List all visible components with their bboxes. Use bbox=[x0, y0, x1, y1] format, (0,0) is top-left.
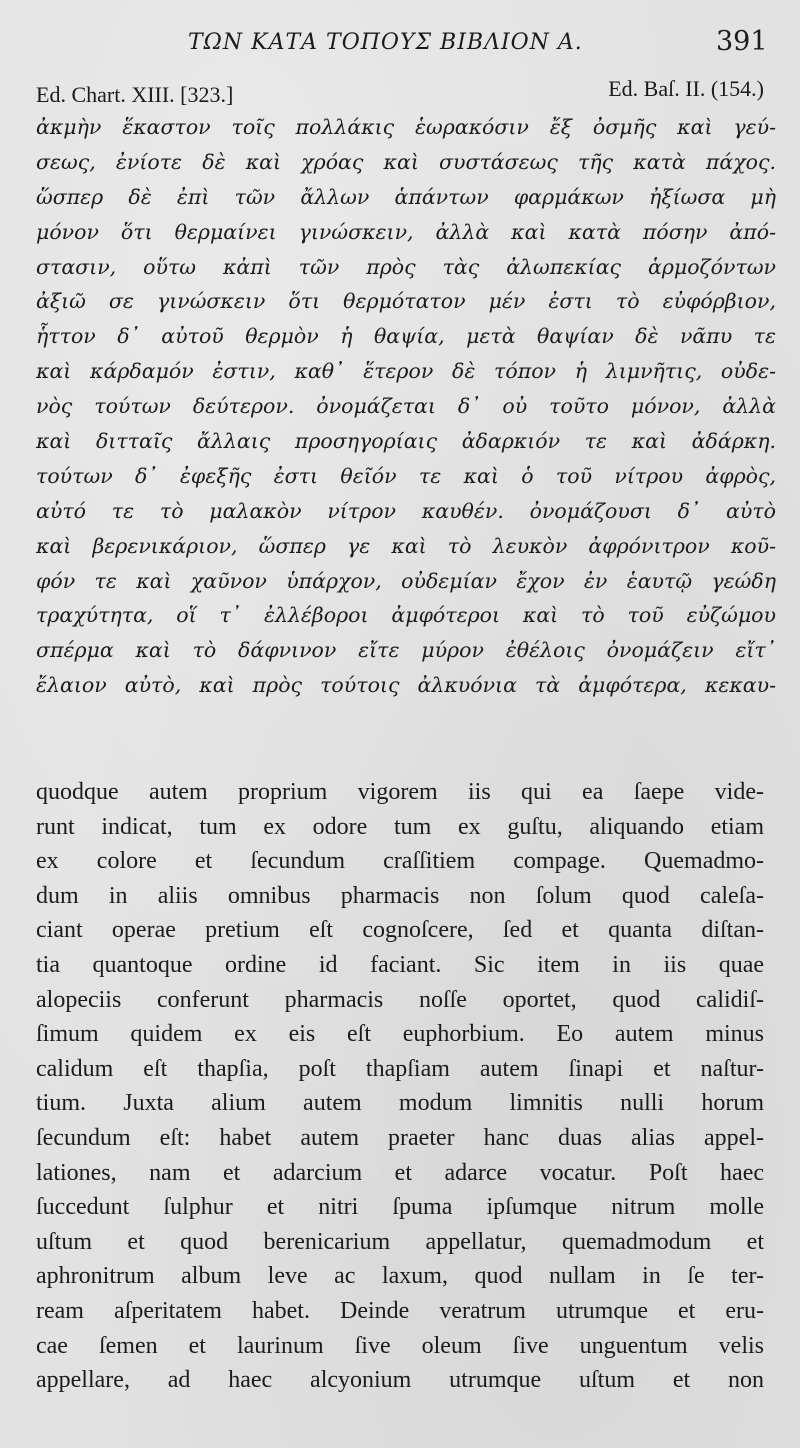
greek-text-block bbox=[36, 110, 776, 703]
latin-line: cae ſemen et laurinum ſive oleum ſive unguentum velis bbox=[36, 1332, 764, 1359]
latin-translation-block bbox=[36, 775, 764, 1398]
greek-line: αὐτό τε τὸ μαλακὸν νίτρον καυθέν. ὀνομάζουσι δ᾽ αὐτὸ bbox=[36, 498, 776, 523]
latin-line: ciant operae pretium eſt cognoſcere, ſed et quanta diſtan- bbox=[36, 917, 764, 944]
greek-line: καὶ διτταῖς ἄλλαις προσηγορίαις ἀδαρκιόν τε καὶ ἀδάρκη. bbox=[36, 429, 776, 454]
greek-line: τούτων δ᾽ ἐφεξῆς ἐστι θεῖόν τε καὶ ὁ τοῦ νίτρου ἀφρὸς, bbox=[36, 463, 776, 488]
greek-line: καὶ κάρδαμόν ἐστιν, καθ᾽ ἕτερον δὲ τόπον ἡ λιμνῆτις, οὐδε- bbox=[36, 359, 776, 384]
latin-line: runt indicat, tum ex odore tum ex guſtu, aliquando etiam bbox=[36, 813, 764, 840]
latin-line: alopeciis conferunt pharmacis noſſe oportet, quod calidiſ- bbox=[36, 986, 764, 1013]
greek-line: ἧττον δ᾽ αὐτοῦ θερμὸν ἡ θαψία, μετὰ θαψίαν δὲ νᾶπυ τε bbox=[36, 324, 776, 349]
greek-line: τραχύτητα, οἵ τ᾽ ἐλλέβοροι ἀμφότεροι καὶ τὸ τοῦ εὐζώμου bbox=[36, 603, 776, 628]
latin-line: calidum eſt thapſia, poſt thapſiam autem ſinapi et naſtur- bbox=[36, 1055, 764, 1082]
greek-line: ἀξιῶ σε γινώσκειν ὅτι θερμότατον μέν ἐστι τὸ εὐφόρβιον, bbox=[36, 289, 776, 314]
page-number: 391 bbox=[716, 26, 768, 57]
edition-reference-right: Ed. Baſ. II. (154.) bbox=[608, 76, 764, 101]
latin-line: ream aſperitatem habet. Deinde veratrum utrumque et eru- bbox=[36, 1297, 764, 1324]
greek-line: φόν τε καὶ χαῦνον ὑπάρχον, οὐδεμίαν ἔχον ἐν ἑαυτῷ γεώδη bbox=[36, 568, 776, 593]
edition-reference-left: Ed. Chart. XIII. [323.] bbox=[36, 82, 234, 107]
latin-line: lationes, nam et adarcium et adarce vocatur. Poſt haec bbox=[36, 1159, 764, 1186]
latin-line: dum in aliis omnibus pharmacis non ſolum quod caleſa- bbox=[36, 882, 764, 909]
greek-line: ἔλαιον αὐτὸ, καὶ πρὸς τούτοις ἀλκυόνια τὰ ἀμφότερα, κεκαυ- bbox=[36, 673, 776, 698]
latin-line: aphronitrum album leve ac laxum, quod nullam in ſe ter- bbox=[36, 1263, 764, 1290]
greek-line: μόνον ὅτι θερμαίνει γινώσκειν, ἀλλὰ καὶ κατὰ πόσην ἀπό- bbox=[36, 219, 776, 244]
latin-line: ex colore et ſecundum craſſitiem compage. Quemadmo- bbox=[36, 848, 764, 875]
greek-line: ὥσπερ δὲ ἐπὶ τῶν ἄλλων ἁπάντων φαρμάκων ἠξίωσα μὴ bbox=[36, 184, 776, 209]
greek-line: νὸς τούτων δεύτερον. ὀνομάζεται δ᾽ οὐ τοῦτο μόνον, ἀλλὰ bbox=[36, 394, 776, 419]
latin-line: ſimum quidem ex eis eſt euphorbium. Eo autem minus bbox=[36, 1021, 764, 1048]
latin-line: uſtum et quod berenicarium appellatur, quemadmodum et bbox=[36, 1228, 764, 1255]
latin-line: tia quantoque ordine id faciant. Sic item in iis quae bbox=[36, 951, 764, 978]
greek-line: σπέρμα καὶ τὸ δάφνινον εἴτε μύρον ἐθέλοις ὀνομάζειν εἴτ᾽ bbox=[36, 638, 776, 663]
greek-line: στασιν, οὕτω κἀπὶ τῶν πρὸς τὰς ἀλωπεκίας ἁρμοζόντων bbox=[36, 254, 776, 279]
latin-line: tium. Juxta alium autem modum limnitis nulli horum bbox=[36, 1090, 764, 1117]
greek-line: ἀκμὴν ἕκαστον τοῖς πολλάκις ἑωρακόσιν ἔξ ὀσμῆς καὶ γεύ- bbox=[36, 115, 776, 139]
latin-line: ſecundum eſt: habet autem praeter hanc duas alias appel- bbox=[36, 1124, 764, 1151]
latin-line: ſuccedunt ſulphur et nitri ſpuma ipſumque nitrum molle bbox=[36, 1194, 764, 1221]
latin-line: appellare, ad haec alcyonium utrumque uſtum et non bbox=[36, 1367, 764, 1394]
greek-line: καὶ βερενικάριον, ὥσπερ γε καὶ τὸ λευκὸν ἀφρόνιτρον κοῦ- bbox=[36, 533, 776, 558]
greek-line: σεως, ἐνίοτε δὲ καὶ χρόας καὶ συστάσεως τῆς κατὰ πάχος. bbox=[36, 149, 776, 174]
latin-line: quodque autem proprium vigorem iis qui ea ſaepe vide- bbox=[36, 779, 764, 805]
running-title: ΤΩΝ ΚΑΤΑ ΤΟΠΟΥΣ ΒΙΒΛΙΟΝ Α. bbox=[188, 30, 583, 55]
